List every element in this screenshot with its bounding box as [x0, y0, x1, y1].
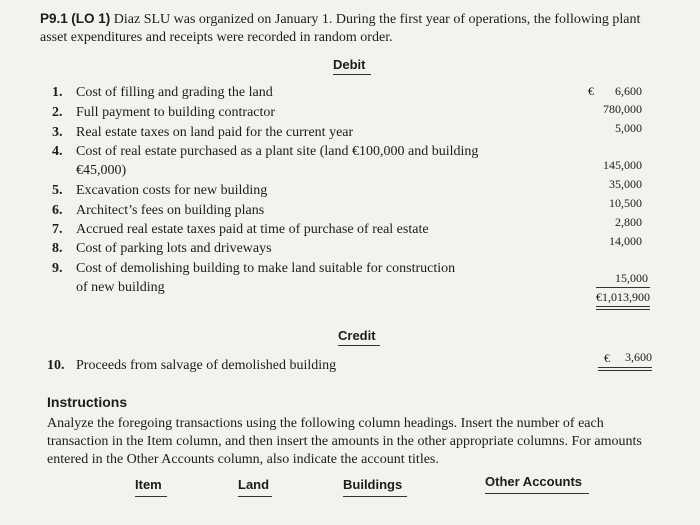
credit-double-rule-top — [598, 367, 652, 368]
item-text: Accrued real estate taxes paid at time of purchase of real estate — [76, 222, 429, 237]
item-text-line2: €45,000) — [76, 163, 127, 178]
credit-amount-10: 3,600 — [625, 350, 652, 364]
problem-header — [40, 10, 650, 47]
column-heading-other-accounts: Other Accounts — [485, 474, 583, 489]
credit-heading-underline — [338, 345, 380, 346]
item-number: 5. — [52, 183, 63, 198]
subtotal-rule — [596, 287, 650, 288]
debit-amount-8: 14,000 — [609, 234, 642, 248]
column-underline-other-accounts — [485, 493, 589, 494]
credit-heading: Credit — [338, 328, 376, 343]
item-text: Proceeds from salvage of demolished building — [76, 358, 337, 373]
column-heading-land: Land — [238, 477, 270, 492]
item-number: 2. — [52, 105, 63, 120]
column-underline-land — [238, 496, 272, 497]
item-text: Cost of parking lots and driveways — [76, 241, 272, 256]
item-text: Full payment to building contractor — [76, 105, 276, 120]
total-double-rule-top — [596, 306, 650, 307]
column-underline-buildings — [343, 496, 407, 497]
item-text: Real estate taxes on land paid for the current year — [76, 125, 354, 140]
debit-total: €1,013,900 — [596, 290, 650, 304]
item-text: Excavation costs for new building — [76, 183, 268, 198]
instructions-heading: Instructions — [47, 394, 128, 410]
debit-amount-6: 10,500 — [609, 196, 642, 210]
debit-heading: Debit — [333, 57, 366, 72]
item-text-line1: Cost of demolishing building to make land suitable for construction — [76, 261, 456, 276]
debit-amount-1: 6,600 — [615, 84, 642, 98]
debit-amount-5: 35,000 — [609, 177, 642, 191]
debit-heading-underline — [333, 74, 371, 75]
item-number: 4. — [52, 144, 63, 159]
learning-objective: (LO 1) — [71, 11, 111, 26]
item-number: 7. — [52, 222, 63, 237]
problem-intro: Diaz SLU was organized on January 1. During the first year of operations, the following plant asset expenditures and receipts were recorded in random order. — [40, 12, 641, 45]
item-number: 6. — [52, 203, 63, 218]
debit-amount-4: 145,000 — [603, 158, 642, 172]
item-text: Cost of filling and grading the land — [76, 85, 273, 100]
currency-symbol: € — [588, 84, 594, 98]
item-number: 3. — [52, 125, 63, 140]
item-number: 9. — [52, 261, 63, 276]
item-text-line2: of new building — [76, 280, 165, 295]
currency-symbol: € — [604, 351, 610, 365]
total-double-rule-bottom — [596, 309, 650, 310]
item-number: 10. — [47, 358, 65, 373]
debit-amount-3: 5,000 — [615, 121, 642, 135]
column-heading-item: Item — [135, 477, 162, 492]
column-underline-item — [135, 496, 167, 497]
instructions-text: Analyze the foregoing transactions using the following column headings. Insert the number of each transaction in the Item column, and then insert the amounts in the other appropriate columns. For amounts entered in the Other Accounts column, also indicate the account titles. — [47, 416, 642, 467]
item-text: Architect’s fees on building plans — [76, 203, 265, 218]
debit-amount-7: 2,800 — [615, 215, 642, 229]
item-text-line1: Cost of real estate purchased as a plant site (land €100,000 and building — [76, 144, 479, 159]
credit-double-rule-bottom — [598, 370, 652, 371]
column-heading-buildings: Buildings — [343, 477, 403, 492]
item-number: 1. — [52, 85, 63, 100]
debit-amount-2: 780,000 — [603, 102, 642, 116]
debit-amount-9: 15,000 — [615, 271, 648, 285]
problem-id: P9.1 — [40, 11, 68, 26]
item-number: 8. — [52, 241, 63, 256]
